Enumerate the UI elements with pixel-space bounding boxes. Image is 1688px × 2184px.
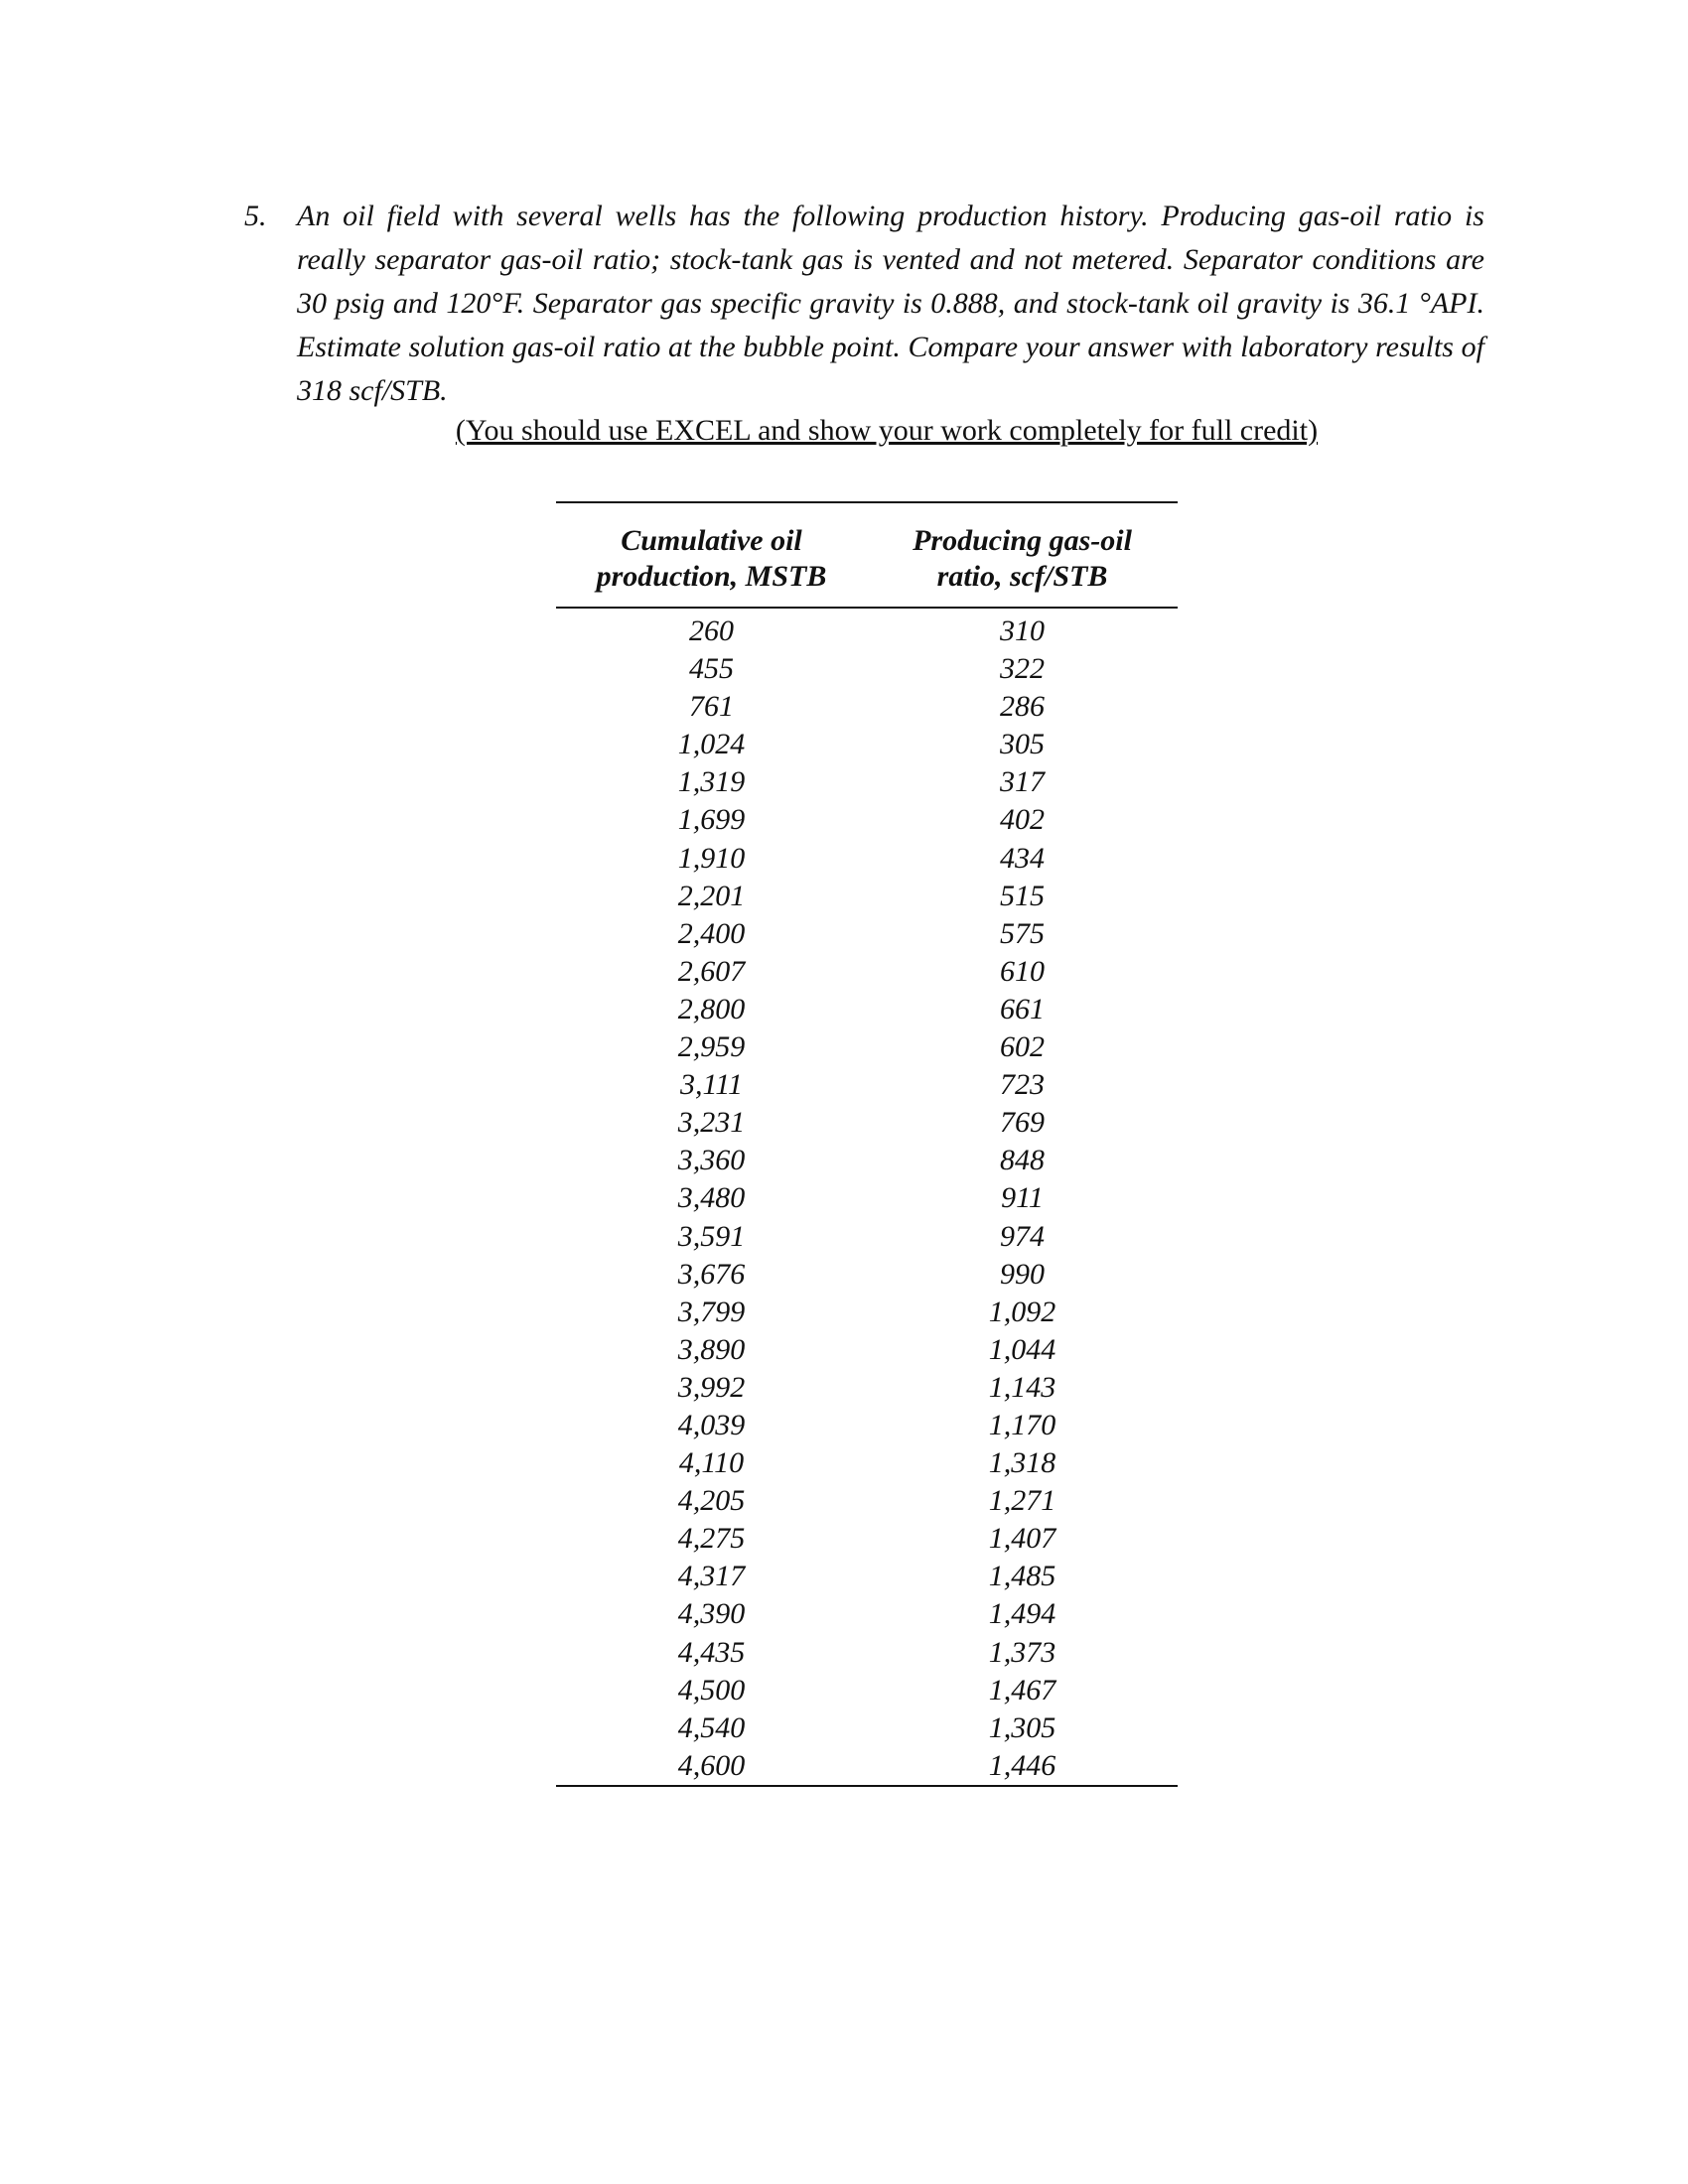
problem-statement: An oil field with several wells has the following production history. Producing gas-oil ratio is really separator gas-oil ratio; stock-tank gas is vented and not metered. Separator conditions are 30 psig and 120°F. Separator gas specific gravity is 0.888, and stock-tank oil gravity is 36.1 °API. Estimate solution gas-oil ratio at the bubble point. Compare your answer with laboratory results of 318 scf/STB. [297,200,1484,407]
table-row [556,1028,1178,1066]
column-header-cumulative-oil [556,502,867,608]
cell-gas-oil-ratio: 1,485 [988,1560,1056,1593]
table-row [556,1634,1178,1672]
cell-gas-oil-ratio: 1,271 [988,1484,1056,1518]
table-row [556,1369,1178,1407]
cell-cumulative-oil: 2,201 [677,879,746,912]
table-row [556,801,1178,839]
cell-cumulative-oil: 761 [689,690,734,724]
cell-gas-oil-ratio: 1,044 [988,1332,1056,1366]
table-row [556,1179,1178,1217]
cell-cumulative-oil: 2,959 [677,1030,746,1064]
cell-cumulative-oil: 3,480 [677,1181,746,1215]
cell-gas-oil-ratio: 1,318 [988,1446,1056,1480]
cell-cumulative-oil: 2,607 [677,954,746,988]
table-row [556,608,1178,650]
column-header-line: ratio, scf/STB [936,560,1108,593]
cell-gas-oil-ratio: 1,407 [988,1522,1056,1556]
cell-cumulative-oil: 4,110 [678,1446,745,1480]
cell-gas-oil-ratio: 661 [1000,992,1045,1025]
production-history-table [556,501,1178,1787]
cell-gas-oil-ratio: 402 [1000,803,1045,837]
cell-cumulative-oil: 260 [689,614,734,647]
cell-gas-oil-ratio: 1,092 [988,1295,1056,1328]
instruction-text: (You should use EXCEL and show your work completely for full credit) [455,414,1319,447]
cell-gas-oil-ratio: 1,467 [988,1673,1056,1706]
table-row [556,991,1178,1028]
cell-gas-oil-ratio: 610 [1000,954,1045,988]
cell-cumulative-oil: 4,317 [677,1560,746,1593]
table-body [556,608,1178,1786]
table-row [556,1672,1178,1709]
column-header-gas-oil-ratio [867,502,1178,608]
cell-cumulative-oil: 2,400 [677,916,746,950]
column-header-line: Producing gas-oil [913,524,1132,557]
table-row [556,915,1178,953]
cell-gas-oil-ratio: 723 [1000,1068,1045,1102]
cell-cumulative-oil: 4,205 [677,1484,746,1518]
cell-cumulative-oil: 455 [689,652,734,686]
table-row [556,1407,1178,1444]
cell-cumulative-oil: 4,540 [677,1710,746,1744]
table-row [556,1331,1178,1369]
cell-cumulative-oil: 3,799 [677,1295,746,1328]
cell-gas-oil-ratio: 911 [1001,1181,1044,1215]
cell-gas-oil-ratio: 1,305 [988,1710,1056,1744]
problem-number: 5. [244,200,267,232]
table-row [556,1520,1178,1558]
cell-gas-oil-ratio: 310 [1000,614,1045,647]
table-row [556,1709,1178,1747]
cell-gas-oil-ratio: 974 [1000,1219,1045,1253]
cell-gas-oil-ratio: 1,170 [988,1408,1056,1441]
column-header-line: production, MSTB [596,560,827,593]
cell-gas-oil-ratio: 990 [1000,1257,1045,1291]
table-row [556,953,1178,991]
table-row [556,1482,1178,1520]
cell-cumulative-oil: 4,275 [677,1522,746,1556]
table-row [556,1747,1178,1786]
cell-cumulative-oil: 3,676 [677,1257,746,1291]
cell-cumulative-oil: 4,039 [677,1408,746,1441]
cell-gas-oil-ratio: 1,373 [988,1635,1056,1669]
cell-cumulative-oil: 3,890 [677,1332,746,1366]
table-row [556,1218,1178,1256]
cell-cumulative-oil: 3,360 [677,1144,746,1177]
column-header-line: Cumulative oil [621,524,802,557]
table-row [556,650,1178,688]
table-row [556,1066,1178,1104]
table-row [556,1558,1178,1595]
cell-gas-oil-ratio: 602 [1000,1030,1045,1064]
table-header [556,502,1178,608]
cell-gas-oil-ratio: 575 [1000,916,1045,950]
cell-gas-oil-ratio: 769 [1000,1106,1045,1140]
cell-gas-oil-ratio: 317 [1000,765,1045,799]
cell-cumulative-oil: 2,800 [677,992,746,1025]
table-row [556,1595,1178,1633]
cell-gas-oil-ratio: 515 [1000,879,1045,912]
cell-gas-oil-ratio: 286 [1000,690,1045,724]
table-row [556,1104,1178,1142]
cell-cumulative-oil: 3,231 [677,1106,746,1140]
cell-cumulative-oil: 4,500 [677,1673,746,1706]
cell-gas-oil-ratio: 1,143 [988,1370,1056,1404]
table-row [556,1444,1178,1482]
cell-gas-oil-ratio: 305 [1000,728,1045,761]
cell-gas-oil-ratio: 1,446 [988,1748,1056,1782]
table-row [556,726,1178,763]
cell-gas-oil-ratio: 1,494 [988,1597,1056,1631]
table-row [556,840,1178,878]
table-row [556,878,1178,915]
cell-gas-oil-ratio: 322 [1000,652,1045,686]
cell-cumulative-oil: 1,699 [677,803,746,837]
cell-cumulative-oil: 1,910 [677,841,746,875]
table-row [556,1294,1178,1331]
table-row [556,1256,1178,1294]
table-row [556,1142,1178,1179]
table-row [556,763,1178,801]
cell-cumulative-oil: 1,024 [677,728,746,761]
table-header-row [556,502,1178,608]
cell-cumulative-oil: 3,591 [677,1219,746,1253]
cell-cumulative-oil: 4,435 [677,1635,746,1669]
cell-gas-oil-ratio: 848 [1000,1144,1045,1177]
cell-gas-oil-ratio: 434 [1000,841,1045,875]
cell-cumulative-oil: 3,992 [677,1370,746,1404]
cell-cumulative-oil: 4,390 [677,1597,746,1631]
table-row [556,688,1178,726]
cell-cumulative-oil: 4,600 [677,1748,746,1782]
cell-cumulative-oil: 1,319 [677,765,746,799]
cell-cumulative-oil: 3,111 [679,1068,744,1102]
production-table-container [556,501,1178,1787]
